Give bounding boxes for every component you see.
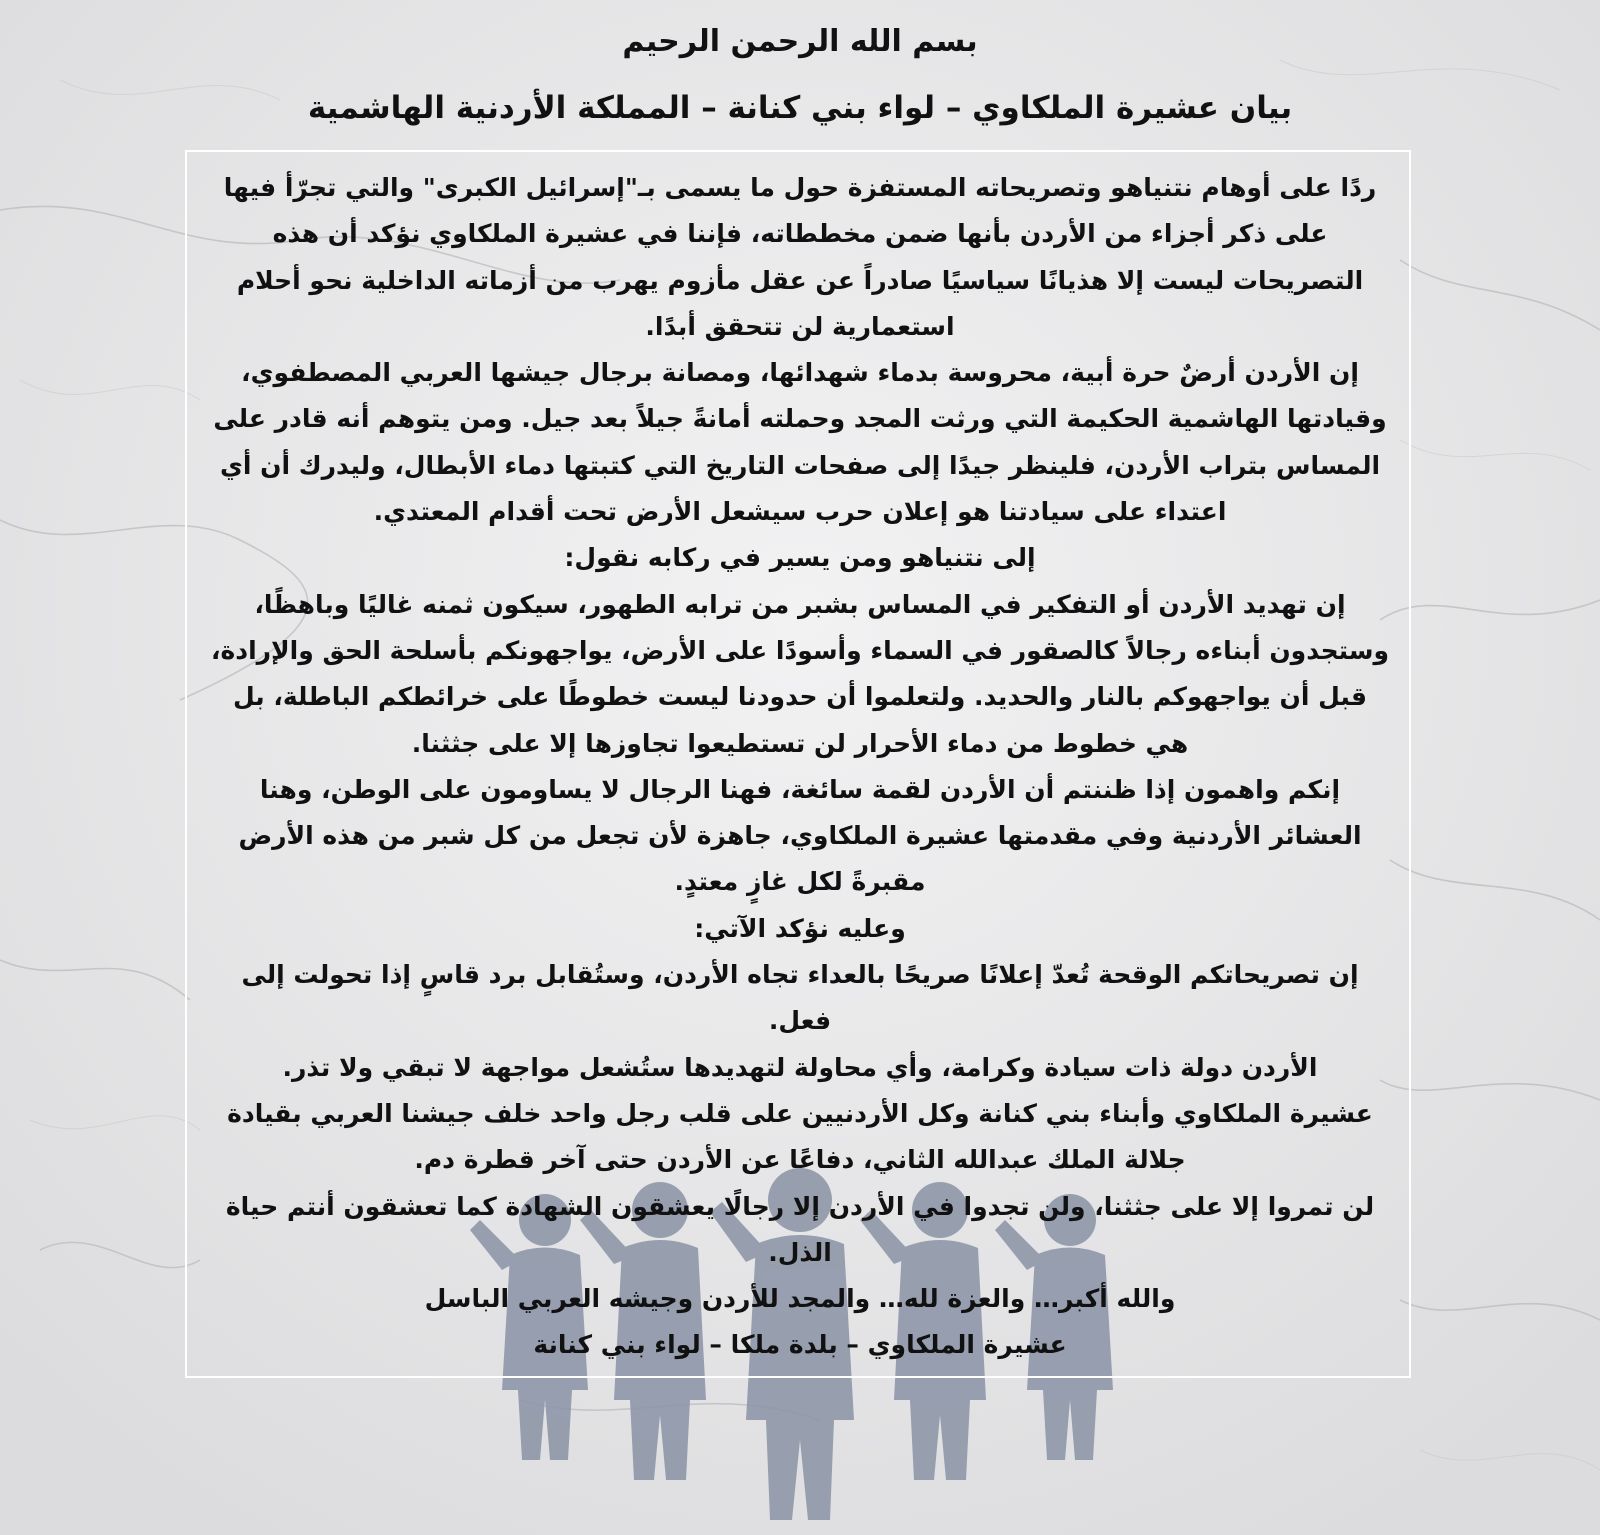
basmala: بسم الله الرحمن الرحيم [622,24,978,59]
paragraph-jordan-land: إن الأردن أرضٌ حرة أبية، محروسة بدماء شهدائها، ومصانة برجال جيشها العربي المصطفوي، وقيادتها الهاشمية الحكيمة التي ورثت المجد وحملته أمانةً جيلاً بعد جيل. ومن يتوهم أنه قادر على المساس بتراب الأردن، فلينظر جيدًا إلى صفحات التاريخ التي كتبتها دماء الأبطال، وليدرك أن أي اعتداء على سيادتنا هو إعلان حرب سيشعل الأرض تحت أقدام المعتدي. [213,358,1387,527]
paragraph-affirm: وعليه نؤكد الآتي: [694,913,906,943]
paragraph-intro: ردًا على أوهام نتنياهو وتصريحاته المستفزة حول ما يسمى بـ"إسرائيل الكبرى" والتي تجرّأ فيها على ذكر أجزاء من الأردن بأنها ضمن مخططاته، فإننا في عشيرة الملكاوي نؤكد أن هذه التصريحات ليست إلا هذيانًا سياسيًا صادراً عن عقل مأزوم يهرب من أزماته الداخلية نحو أحلام استعمارية لن تتحقق أبدًا. [223,173,1377,341]
paragraph-point-4: لن تمروا إلا على جثثنا، ولن تجدوا في الأردن إلا رجالًا يعشقون الشهادة كما تعشقون أنتم حياة الذل. [225,1191,1375,1267]
paragraph-closing: والله أكبر… والعزة لله… والمجد للأردن وجيشه العربي الباسل [424,1284,1176,1314]
paragraph-address: إلى نتنياهو ومن يسير في ركابه نقول: [564,543,1036,573]
page-title: بيان عشيرة الملكاوي – لواء بني كنانة – المملكة الأردنية الهاشمية [307,90,1293,126]
paragraph-threat: إن تهديد الأردن أو التفكير في المساس بشبر من ترابه الطهور، سيكون ثمنه غاليًا وباهظًا، وستجدون أبناءه رجالاً كالصقور في السماء وأسودًا على الأرض، يواجهونكم بأسلحة الحق والإرادة، قبل أن يواجهوكم بالنار والحديد. ولتعلموا أن حدودنا ليست خطوطًا على خرائطكم الباطلة، بل هي خطوط من دماء الأحرار لن تستطيعوا تجاوزها إلا على جثثنا. [210,589,1390,758]
paragraph-point-3: عشيرة الملكاوي وأبناء بني كنانة وكل الأردنيين على قلب رجل واحد خلف جيشنا العربي بقيادة جلالة الملك عبدالله الثاني، دفاعًا عن الأردن حتى آخر قطرة دم. [227,1098,1373,1175]
paragraph-signature: عشيرة الملكاوي – بلدة ملكا – لواء بني كنانة [533,1330,1067,1360]
paragraph-point-2: الأردن دولة ذات سيادة وكرامة، وأي محاولة لتهديدها ستُشعل مواجهة لا تبقي ولا تذر. [282,1052,1318,1082]
paragraph-point-1: إن تصريحاتكم الوقحة تُعدّ إعلانًا صريحًا بالعداء تجاه الأردن، وستُقابل برد قاسٍ إذا تحولت إلى فعل. [241,960,1359,1036]
statement-body [210,165,1390,1369]
paragraph-illusion: إنكم واهمون إذا ظننتم أن الأردن لقمة سائغة، فهنا الرجال لا يساومون على الوطن، وهنا العشائر الأردنية وفي مقدمتها عشيرة الملكاوي، جاهزة لأن تجعل من كل شبر من هذه الأرض مقبرةً لكل غازٍ معتدٍ. [238,774,1362,897]
